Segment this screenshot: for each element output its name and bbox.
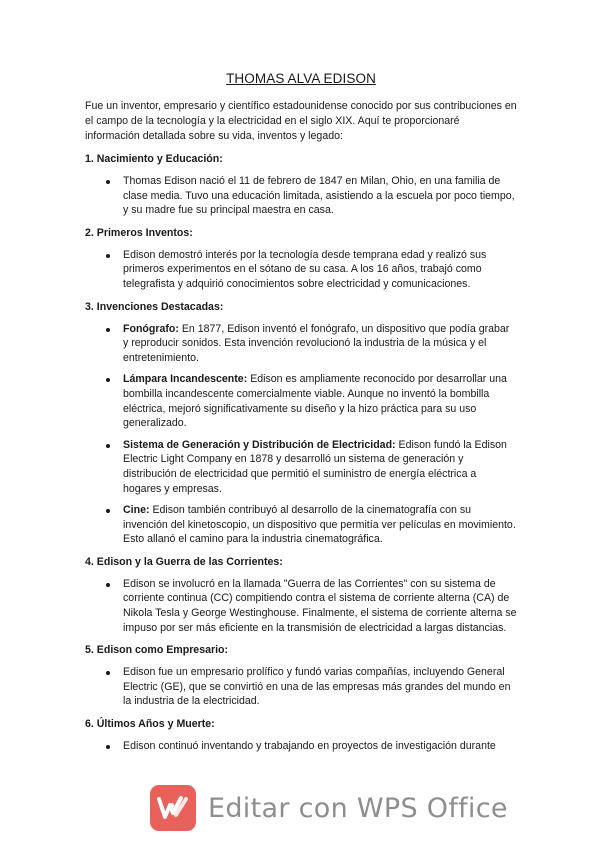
bullet-list [85, 322, 517, 547]
wps-office-logo-icon [150, 785, 196, 831]
section-heading: 1. Nacimiento y Educación: [85, 153, 223, 165]
bullet-list [85, 665, 517, 709]
watermark-text: Editar con WPS Office [208, 792, 508, 824]
list-item-text: En 1877, Edison inventó el fonógrafo, un dispositivo que podía grabar y reproducir sonidos. Esta invención revolucionó la industria de la música y el entretenimiento. [123, 322, 510, 364]
list-item-text: Edison demostró interés por la tecnología desde temprana edad y realizó sus primeros experimentos en el sótano de su casa. A los 16 años, trabajó como telegrafista y adquirió conocimientos sobre electricidad y comunicaciones. [123, 248, 487, 290]
page-title: THOMAS ALVA EDISON [226, 71, 376, 86]
list-item [85, 503, 517, 547]
list-item-text: Edison fue un empresario prolífico y fundó varias compañías, incluyendo General Electric (GE), que se convirtió en una de las empresas más grandes del mundo en la industria de la electricidad. [123, 666, 511, 708]
list-item-label: Sistema de Generación y Distribución de Electricidad: [123, 438, 396, 451]
list-item [85, 322, 517, 366]
list-item [85, 174, 517, 218]
bullet-list [85, 174, 517, 218]
section-heading: 4. Edison y la Guerra de las Corrientes: [85, 555, 283, 568]
section-heading: 5. Edison como Empresario: [85, 644, 229, 657]
document-page [85, 71, 517, 762]
section-heading: 3. Invenciones Destacadas: [85, 300, 224, 313]
list-item-text: Edison se involucró en la llamada "Guerra de las Corrientes" con su sistema de corriente continua (CC) compitiendo contra el sistema de corriente alterna (CA) de Nikola Tesla y George Westinghouse. Finalmente, el sistema de corriente alterna se impuso por ser más eficiente en la transmisión de electricidad a largas distancias. [123, 577, 517, 634]
list-item [85, 739, 517, 754]
intro-paragraph: Fue un inventor, empresario y científico estadounidense conocido por sus contribuciones en el campo de la tecnología y la electricidad en el siglo XIX. Aquí te proporcionaré información detallada sobre su vida, inventos y legado: [85, 100, 517, 142]
list-item-label: Lámpara Incandescente: [123, 373, 248, 386]
list-item [85, 372, 517, 430]
bullet-list [85, 577, 517, 635]
list-item [85, 665, 517, 709]
bullet-list [85, 739, 517, 754]
list-item-text: Edison también contribuyó al desarrollo de la cinematografía con su invención del kinetoscopio, un dispositivo que permitía ver películas en movimiento. Esto allanó el camino para la industria cinematográfica. [123, 504, 516, 546]
bullet-list [85, 248, 517, 292]
list-item-text: Edison es ampliamente reconocido por desarrollar una bombilla incandescente comercialmente viable. Aunque no inventó la bombilla eléctrica, mejoró significativamente su diseño y la hizo práctica para su uso generalizado. [123, 373, 507, 430]
list-item-text: Edison continuó inventando y trabajando en proyectos de investigación durante [123, 740, 496, 753]
list-item-text: Edison fundó la Edison Electric Light Company en 1878 y desarrolló un sistema de generación y distribución de electricidad que permitió el suministro de energía eléctrica a hogares y empresas. [123, 438, 507, 495]
list-item [85, 438, 517, 496]
list-item [85, 248, 517, 292]
section-heading: 2. Primeros Inventos: [85, 226, 193, 239]
section-heading: 6. Últimos Años y Muerte: [85, 718, 215, 731]
list-item-label: Fonógrafo: [123, 322, 179, 335]
list-item [85, 577, 517, 635]
list-item-label: Cine: [123, 504, 150, 517]
list-item-text: Thomas Edison nació el 11 de febrero de 1847 en Milan, Ohio, en una familia de clase media. Tuvo una educación limitada, asistiendo a la escuela por poco tiempo, y su madre fue su principal maestra en casa. [123, 175, 515, 217]
wps-watermark[interactable] [150, 784, 508, 832]
